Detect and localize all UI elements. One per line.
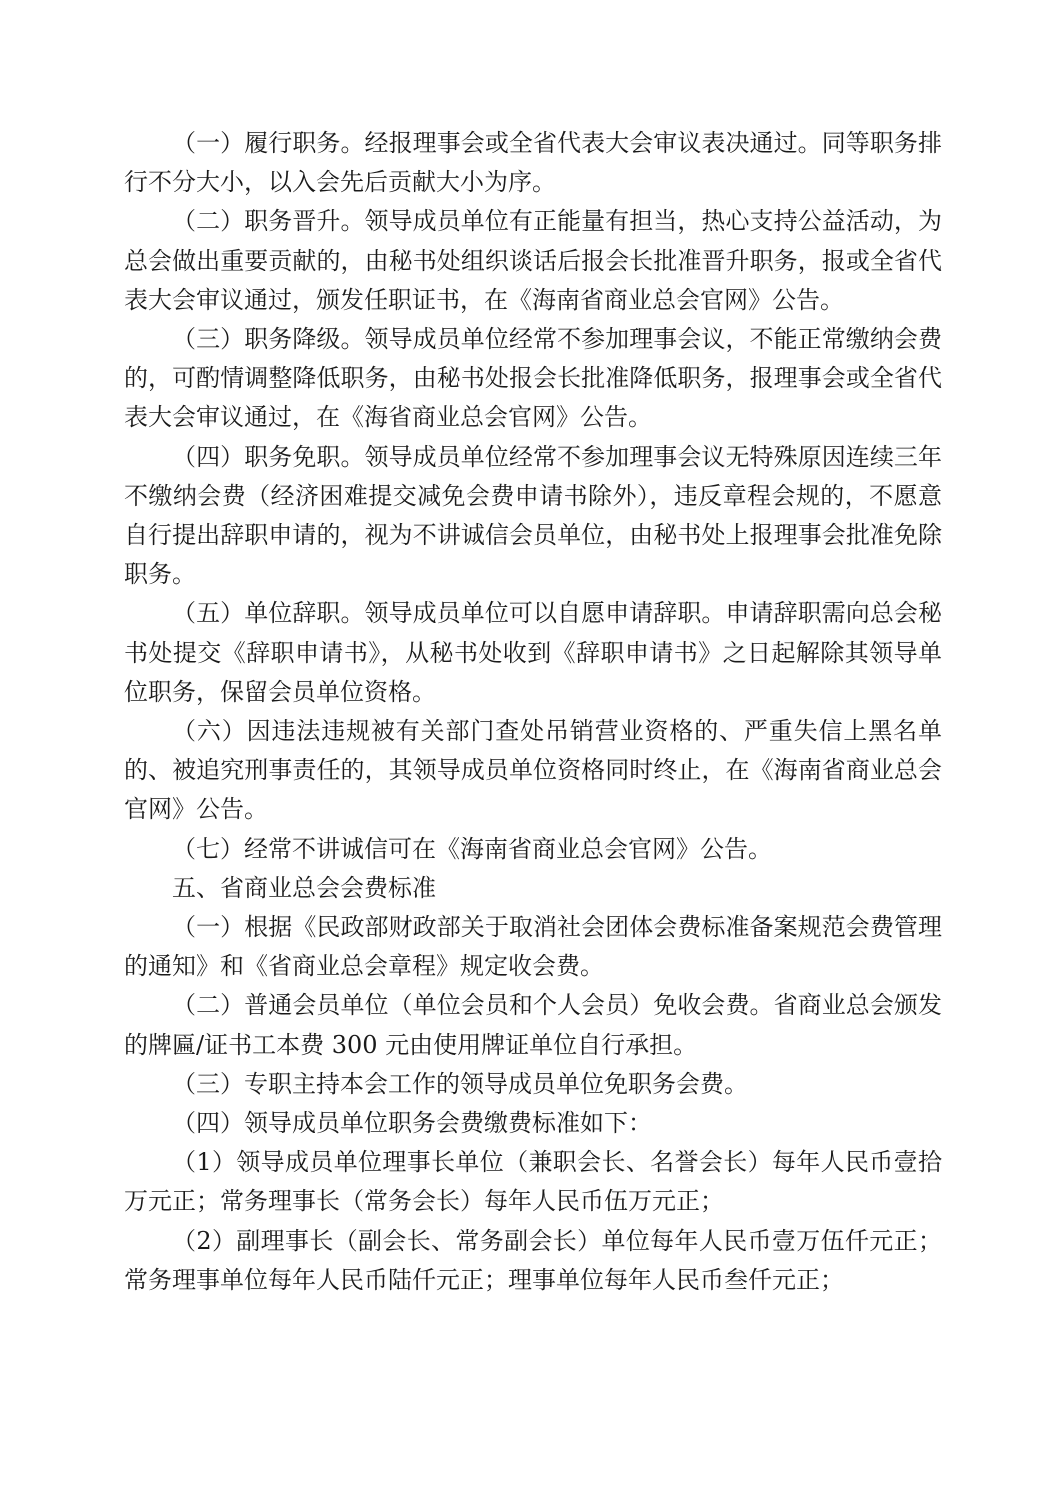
paragraph-fee-standard-intro: （四）领导成员单位职务会费缴费标准如下： [172, 1109, 652, 1138]
paragraph-fee-item-2: （2）副理事长（副会长、常务副会长）单位每年人民币壹万伍仟元正；常务理事单位每年人民币陆仟元正；理事单位每年人民币叁仟元正； [124, 1226, 942, 1294]
document-body [124, 124, 942, 1300]
paragraph-fee-basis: （一）根据《民政部财政部关于取消社会团体会费标准备案规范会费管理的通知》和《省商业总会章程》规定收会费。 [124, 913, 942, 981]
paragraph-termination: （六）因违法违规被有关部门查处吊销营业资格的、严重失信上黑名单的、被追究刑事责任的，其领导成员单位资格同时终止，在《海南省商业总会官网》公告。 [124, 717, 942, 824]
paragraph-dishonesty-notice: （七）经常不讲诚信可在《海南省商业总会官网》公告。 [172, 834, 772, 863]
paragraph-duty-performance: （一）履行职务。经报理事会或全省代表大会审议表决通过。同等职务排行不分大小，以入会先后贡献大小为序。 [124, 129, 942, 197]
section-heading-fees: 五、省商业总会会费标准 [172, 873, 436, 902]
paragraph-fulltime-exemption: （三）专职主持本会工作的领导成员单位免职务会费。 [172, 1069, 748, 1098]
paragraph-general-member-exemption: （二）普通会员单位（单位会员和个人会员）免收会费。省商业总会颁发的牌匾/证书工本费 300 元由使用牌证单位自行承担。 [124, 991, 942, 1059]
paragraph-promotion: （二）职务晋升。领导成员单位有正能量有担当，热心支持公益活动，为总会做出重要贡献的，由秘书处组织谈话后报会长批准晋升职务，报或全省代表大会审议通过，颁发任职证书，在《海南省商业总会官网》公告。 [124, 207, 942, 314]
paragraph-demotion: （三）职务降级。领导成员单位经常不参加理事会议，不能正常缴纳会费的，可酌情调整降低职务，由秘书处报会长批准降低职务，报理事会或全省代表大会审议通过，在《海省商业总会官网》公告。 [124, 325, 942, 432]
paragraph-dismissal: （四）职务免职。领导成员单位经常不参加理事会议无特殊原因连续三年不缴纳会费（经济困难提交减免会费申请书除外），违反章程会规的，不愿意自行提出辞职申请的，视为不讲诚信会员单位，由秘书处上报理事会批准免除职务。 [124, 442, 942, 589]
paragraph-fee-item-1: （1）领导成员单位理事长单位（兼职会长、名誉会长）每年人民币壹拾万元正；常务理事长（常务会长）每年人民币伍万元正； [124, 1148, 942, 1216]
paragraph-resignation: （五）单位辞职。领导成员单位可以自愿申请辞职。申请辞职需向总会秘书处提交《辞职申请书》，从秘书处收到《辞职申请书》之日起解除其领导单位职务，保留会员单位资格。 [124, 599, 942, 706]
